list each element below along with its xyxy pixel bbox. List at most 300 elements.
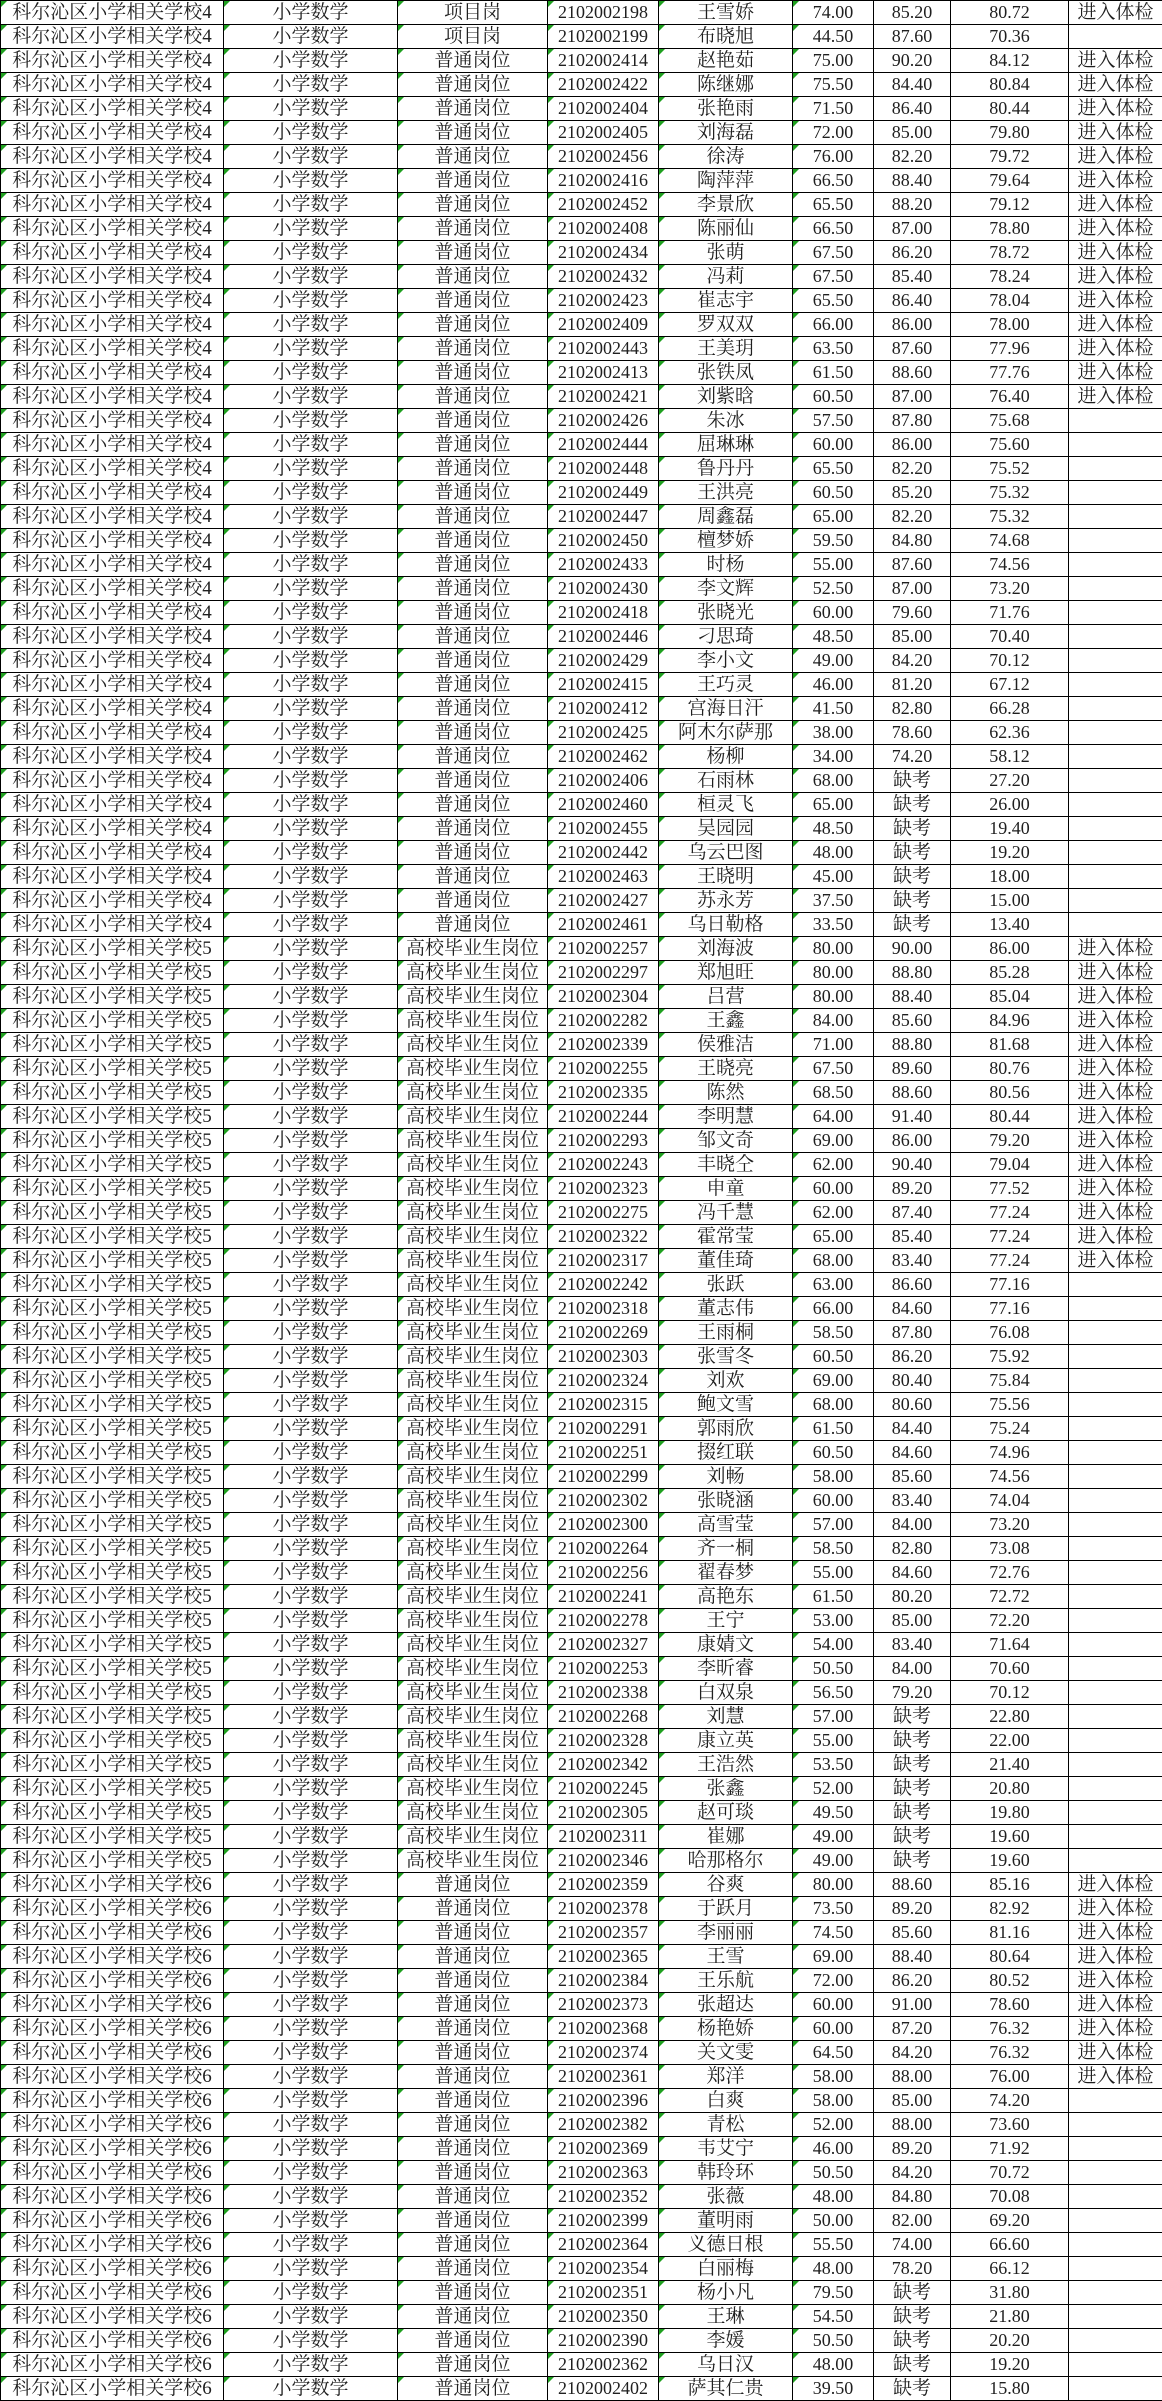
cell-candidate_id[interactable] xyxy=(548,1,659,25)
cell-result[interactable] xyxy=(1069,1057,1162,1081)
cell-position[interactable] xyxy=(398,25,548,49)
cell-school[interactable] xyxy=(1,313,224,337)
cell-school[interactable] xyxy=(1,1801,224,1825)
cell-subject[interactable] xyxy=(224,2089,398,2113)
cell-result[interactable] xyxy=(1069,337,1162,361)
cell-candidate_id[interactable] xyxy=(548,145,659,169)
cell-total_score[interactable] xyxy=(951,289,1069,313)
cell-position[interactable] xyxy=(398,673,548,697)
cell-position[interactable] xyxy=(398,817,548,841)
cell-interview_score[interactable] xyxy=(874,625,951,649)
cell-position[interactable] xyxy=(398,1801,548,1825)
cell-written_score[interactable] xyxy=(793,289,874,313)
cell-subject[interactable] xyxy=(224,2377,398,2401)
cell-candidate_id[interactable] xyxy=(548,337,659,361)
cell-position[interactable] xyxy=(398,1441,548,1465)
cell-school[interactable] xyxy=(1,1585,224,1609)
cell-result[interactable] xyxy=(1069,1561,1162,1585)
cell-position[interactable] xyxy=(398,97,548,121)
cell-result[interactable] xyxy=(1069,1705,1162,1729)
cell-candidate_id[interactable] xyxy=(548,1057,659,1081)
cell-subject[interactable] xyxy=(224,2353,398,2377)
cell-name[interactable] xyxy=(659,961,793,985)
cell-school[interactable] xyxy=(1,193,224,217)
cell-candidate_id[interactable] xyxy=(548,721,659,745)
cell-written_score[interactable] xyxy=(793,1945,874,1969)
cell-candidate_id[interactable] xyxy=(548,289,659,313)
cell-interview_score[interactable] xyxy=(874,1033,951,1057)
cell-result[interactable] xyxy=(1069,1201,1162,1225)
cell-position[interactable] xyxy=(398,1129,548,1153)
cell-school[interactable] xyxy=(1,1537,224,1561)
cell-subject[interactable] xyxy=(224,1513,398,1537)
cell-interview_score[interactable] xyxy=(874,1705,951,1729)
cell-name[interactable] xyxy=(659,1993,793,2017)
cell-result[interactable] xyxy=(1069,2377,1162,2401)
cell-name[interactable] xyxy=(659,1729,793,1753)
cell-total_score[interactable] xyxy=(951,889,1069,913)
cell-interview_score[interactable] xyxy=(874,1273,951,1297)
cell-subject[interactable] xyxy=(224,73,398,97)
cell-position[interactable] xyxy=(398,2185,548,2209)
cell-total_score[interactable] xyxy=(951,193,1069,217)
cell-candidate_id[interactable] xyxy=(548,313,659,337)
cell-interview_score[interactable] xyxy=(874,25,951,49)
cell-result[interactable] xyxy=(1069,1969,1162,1993)
cell-position[interactable] xyxy=(398,2089,548,2113)
cell-interview_score[interactable] xyxy=(874,289,951,313)
cell-position[interactable] xyxy=(398,1657,548,1681)
cell-total_score[interactable] xyxy=(951,577,1069,601)
cell-total_score[interactable] xyxy=(951,313,1069,337)
cell-subject[interactable] xyxy=(224,2233,398,2257)
cell-total_score[interactable] xyxy=(951,817,1069,841)
cell-result[interactable] xyxy=(1069,2113,1162,2137)
cell-result[interactable] xyxy=(1069,961,1162,985)
cell-subject[interactable] xyxy=(224,961,398,985)
cell-candidate_id[interactable] xyxy=(548,1729,659,1753)
cell-candidate_id[interactable] xyxy=(548,1105,659,1129)
cell-result[interactable] xyxy=(1069,697,1162,721)
cell-interview_score[interactable] xyxy=(874,1897,951,1921)
cell-candidate_id[interactable] xyxy=(548,1873,659,1897)
cell-total_score[interactable] xyxy=(951,1753,1069,1777)
cell-school[interactable] xyxy=(1,1393,224,1417)
cell-interview_score[interactable] xyxy=(874,1393,951,1417)
cell-school[interactable] xyxy=(1,1201,224,1225)
cell-name[interactable] xyxy=(659,865,793,889)
cell-written_score[interactable] xyxy=(793,553,874,577)
cell-total_score[interactable] xyxy=(951,1465,1069,1489)
cell-name[interactable] xyxy=(659,1801,793,1825)
cell-result[interactable] xyxy=(1069,145,1162,169)
cell-result[interactable] xyxy=(1069,745,1162,769)
cell-name[interactable] xyxy=(659,2137,793,2161)
cell-subject[interactable] xyxy=(224,1321,398,1345)
cell-school[interactable] xyxy=(1,481,224,505)
cell-written_score[interactable] xyxy=(793,1105,874,1129)
cell-subject[interactable] xyxy=(224,241,398,265)
cell-result[interactable] xyxy=(1069,2065,1162,2089)
cell-total_score[interactable] xyxy=(951,745,1069,769)
cell-result[interactable] xyxy=(1069,2161,1162,2185)
cell-interview_score[interactable] xyxy=(874,1561,951,1585)
cell-subject[interactable] xyxy=(224,553,398,577)
cell-result[interactable] xyxy=(1069,1393,1162,1417)
cell-candidate_id[interactable] xyxy=(548,649,659,673)
cell-position[interactable] xyxy=(398,1177,548,1201)
cell-subject[interactable] xyxy=(224,1585,398,1609)
cell-written_score[interactable] xyxy=(793,649,874,673)
cell-name[interactable] xyxy=(659,2041,793,2065)
cell-total_score[interactable] xyxy=(951,1801,1069,1825)
cell-school[interactable] xyxy=(1,2017,224,2041)
cell-interview_score[interactable] xyxy=(874,2233,951,2257)
cell-written_score[interactable] xyxy=(793,121,874,145)
cell-position[interactable] xyxy=(398,529,548,553)
cell-subject[interactable] xyxy=(224,25,398,49)
cell-interview_score[interactable] xyxy=(874,505,951,529)
cell-subject[interactable] xyxy=(224,745,398,769)
cell-written_score[interactable] xyxy=(793,1873,874,1897)
cell-position[interactable] xyxy=(398,1561,548,1585)
cell-candidate_id[interactable] xyxy=(548,241,659,265)
cell-written_score[interactable] xyxy=(793,385,874,409)
cell-name[interactable] xyxy=(659,601,793,625)
cell-name[interactable] xyxy=(659,1921,793,1945)
cell-name[interactable] xyxy=(659,1561,793,1585)
cell-written_score[interactable] xyxy=(793,769,874,793)
cell-written_score[interactable] xyxy=(793,265,874,289)
cell-candidate_id[interactable] xyxy=(548,1129,659,1153)
cell-candidate_id[interactable] xyxy=(548,409,659,433)
cell-total_score[interactable] xyxy=(951,97,1069,121)
cell-interview_score[interactable] xyxy=(874,1969,951,1993)
cell-candidate_id[interactable] xyxy=(548,1777,659,1801)
cell-subject[interactable] xyxy=(224,2065,398,2089)
cell-candidate_id[interactable] xyxy=(548,1921,659,1945)
cell-school[interactable] xyxy=(1,2113,224,2137)
cell-result[interactable] xyxy=(1069,889,1162,913)
cell-written_score[interactable] xyxy=(793,217,874,241)
cell-name[interactable] xyxy=(659,793,793,817)
cell-result[interactable] xyxy=(1069,97,1162,121)
cell-result[interactable] xyxy=(1069,49,1162,73)
cell-result[interactable] xyxy=(1069,385,1162,409)
cell-interview_score[interactable] xyxy=(874,169,951,193)
cell-total_score[interactable] xyxy=(951,1681,1069,1705)
cell-position[interactable] xyxy=(398,409,548,433)
cell-total_score[interactable] xyxy=(951,1153,1069,1177)
cell-name[interactable] xyxy=(659,985,793,1009)
cell-name[interactable] xyxy=(659,1153,793,1177)
cell-total_score[interactable] xyxy=(951,1081,1069,1105)
cell-written_score[interactable] xyxy=(793,313,874,337)
cell-result[interactable] xyxy=(1069,1,1162,25)
cell-name[interactable] xyxy=(659,649,793,673)
cell-name[interactable] xyxy=(659,1945,793,1969)
cell-written_score[interactable] xyxy=(793,1657,874,1681)
cell-written_score[interactable] xyxy=(793,1993,874,2017)
cell-result[interactable] xyxy=(1069,1465,1162,1489)
cell-result[interactable] xyxy=(1069,193,1162,217)
cell-subject[interactable] xyxy=(224,793,398,817)
cell-school[interactable] xyxy=(1,1129,224,1153)
cell-subject[interactable] xyxy=(224,1249,398,1273)
cell-candidate_id[interactable] xyxy=(548,1753,659,1777)
cell-school[interactable] xyxy=(1,1633,224,1657)
cell-interview_score[interactable] xyxy=(874,2137,951,2161)
cell-school[interactable] xyxy=(1,433,224,457)
cell-result[interactable] xyxy=(1069,1273,1162,1297)
cell-name[interactable] xyxy=(659,2089,793,2113)
cell-candidate_id[interactable] xyxy=(548,1993,659,2017)
cell-written_score[interactable] xyxy=(793,2017,874,2041)
cell-total_score[interactable] xyxy=(951,2377,1069,2401)
cell-candidate_id[interactable] xyxy=(548,1489,659,1513)
cell-interview_score[interactable] xyxy=(874,1177,951,1201)
cell-interview_score[interactable] xyxy=(874,1225,951,1249)
cell-interview_score[interactable] xyxy=(874,1489,951,1513)
cell-name[interactable] xyxy=(659,2185,793,2209)
cell-school[interactable] xyxy=(1,601,224,625)
cell-written_score[interactable] xyxy=(793,1537,874,1561)
cell-name[interactable] xyxy=(659,1873,793,1897)
cell-interview_score[interactable] xyxy=(874,217,951,241)
cell-result[interactable] xyxy=(1069,1105,1162,1129)
cell-total_score[interactable] xyxy=(951,2113,1069,2137)
cell-total_score[interactable] xyxy=(951,1513,1069,1537)
cell-interview_score[interactable] xyxy=(874,433,951,457)
cell-interview_score[interactable] xyxy=(874,841,951,865)
cell-interview_score[interactable] xyxy=(874,529,951,553)
cell-written_score[interactable] xyxy=(793,1249,874,1273)
cell-school[interactable] xyxy=(1,1105,224,1129)
cell-school[interactable] xyxy=(1,1729,224,1753)
cell-subject[interactable] xyxy=(224,841,398,865)
cell-total_score[interactable] xyxy=(951,2161,1069,2185)
cell-total_score[interactable] xyxy=(951,1921,1069,1945)
cell-total_score[interactable] xyxy=(951,1849,1069,1873)
cell-result[interactable] xyxy=(1069,433,1162,457)
cell-subject[interactable] xyxy=(224,1297,398,1321)
cell-school[interactable] xyxy=(1,457,224,481)
cell-total_score[interactable] xyxy=(951,1705,1069,1729)
cell-result[interactable] xyxy=(1069,2089,1162,2113)
cell-position[interactable] xyxy=(398,385,548,409)
cell-school[interactable] xyxy=(1,2257,224,2281)
cell-written_score[interactable] xyxy=(793,2257,874,2281)
cell-school[interactable] xyxy=(1,889,224,913)
cell-interview_score[interactable] xyxy=(874,337,951,361)
cell-total_score[interactable] xyxy=(951,433,1069,457)
cell-candidate_id[interactable] xyxy=(548,1249,659,1273)
cell-position[interactable] xyxy=(398,769,548,793)
cell-candidate_id[interactable] xyxy=(548,985,659,1009)
cell-written_score[interactable] xyxy=(793,25,874,49)
cell-written_score[interactable] xyxy=(793,1057,874,1081)
cell-written_score[interactable] xyxy=(793,1465,874,1489)
cell-subject[interactable] xyxy=(224,2209,398,2233)
cell-position[interactable] xyxy=(398,913,548,937)
cell-school[interactable] xyxy=(1,25,224,49)
cell-result[interactable] xyxy=(1069,1993,1162,2017)
cell-position[interactable] xyxy=(398,1609,548,1633)
cell-school[interactable] xyxy=(1,97,224,121)
cell-total_score[interactable] xyxy=(951,2137,1069,2161)
cell-name[interactable] xyxy=(659,697,793,721)
cell-subject[interactable] xyxy=(224,505,398,529)
cell-candidate_id[interactable] xyxy=(548,1969,659,1993)
cell-subject[interactable] xyxy=(224,313,398,337)
cell-written_score[interactable] xyxy=(793,1081,874,1105)
cell-written_score[interactable] xyxy=(793,2089,874,2113)
cell-position[interactable] xyxy=(398,2113,548,2137)
cell-school[interactable] xyxy=(1,361,224,385)
cell-position[interactable] xyxy=(398,217,548,241)
cell-result[interactable] xyxy=(1069,2185,1162,2209)
cell-candidate_id[interactable] xyxy=(548,1537,659,1561)
cell-total_score[interactable] xyxy=(951,1393,1069,1417)
cell-school[interactable] xyxy=(1,2209,224,2233)
cell-position[interactable] xyxy=(398,1297,548,1321)
cell-candidate_id[interactable] xyxy=(548,217,659,241)
cell-interview_score[interactable] xyxy=(874,2185,951,2209)
cell-result[interactable] xyxy=(1069,1177,1162,1201)
cell-position[interactable] xyxy=(398,1969,548,1993)
cell-school[interactable] xyxy=(1,529,224,553)
cell-interview_score[interactable] xyxy=(874,913,951,937)
cell-result[interactable] xyxy=(1069,2017,1162,2041)
cell-school[interactable] xyxy=(1,1225,224,1249)
cell-interview_score[interactable] xyxy=(874,1129,951,1153)
cell-subject[interactable] xyxy=(224,433,398,457)
cell-position[interactable] xyxy=(398,721,548,745)
cell-name[interactable] xyxy=(659,1777,793,1801)
cell-school[interactable] xyxy=(1,1921,224,1945)
cell-result[interactable] xyxy=(1069,1633,1162,1657)
cell-total_score[interactable] xyxy=(951,673,1069,697)
cell-position[interactable] xyxy=(398,337,548,361)
cell-total_score[interactable] xyxy=(951,985,1069,1009)
cell-candidate_id[interactable] xyxy=(548,889,659,913)
cell-position[interactable] xyxy=(398,985,548,1009)
cell-total_score[interactable] xyxy=(951,1441,1069,1465)
cell-subject[interactable] xyxy=(224,145,398,169)
cell-candidate_id[interactable] xyxy=(548,1201,659,1225)
cell-interview_score[interactable] xyxy=(874,2065,951,2089)
cell-written_score[interactable] xyxy=(793,1177,874,1201)
cell-result[interactable] xyxy=(1069,1297,1162,1321)
cell-subject[interactable] xyxy=(224,601,398,625)
cell-candidate_id[interactable] xyxy=(548,601,659,625)
cell-subject[interactable] xyxy=(224,1729,398,1753)
cell-subject[interactable] xyxy=(224,1705,398,1729)
cell-total_score[interactable] xyxy=(951,1777,1069,1801)
cell-interview_score[interactable] xyxy=(874,649,951,673)
cell-total_score[interactable] xyxy=(951,505,1069,529)
cell-written_score[interactable] xyxy=(793,433,874,457)
cell-position[interactable] xyxy=(398,361,548,385)
cell-name[interactable] xyxy=(659,1825,793,1849)
cell-interview_score[interactable] xyxy=(874,385,951,409)
cell-subject[interactable] xyxy=(224,1153,398,1177)
cell-name[interactable] xyxy=(659,769,793,793)
cell-name[interactable] xyxy=(659,145,793,169)
cell-total_score[interactable] xyxy=(951,2353,1069,2377)
cell-name[interactable] xyxy=(659,1009,793,1033)
cell-result[interactable] xyxy=(1069,601,1162,625)
cell-position[interactable] xyxy=(398,2377,548,2401)
cell-result[interactable] xyxy=(1069,817,1162,841)
cell-interview_score[interactable] xyxy=(874,1057,951,1081)
cell-subject[interactable] xyxy=(224,1489,398,1513)
cell-total_score[interactable] xyxy=(951,169,1069,193)
cell-name[interactable] xyxy=(659,1849,793,1873)
cell-name[interactable] xyxy=(659,313,793,337)
cell-total_score[interactable] xyxy=(951,1561,1069,1585)
cell-result[interactable] xyxy=(1069,2209,1162,2233)
cell-subject[interactable] xyxy=(224,1849,398,1873)
cell-candidate_id[interactable] xyxy=(548,2185,659,2209)
cell-candidate_id[interactable] xyxy=(548,25,659,49)
cell-school[interactable] xyxy=(1,841,224,865)
cell-name[interactable] xyxy=(659,337,793,361)
cell-result[interactable] xyxy=(1069,313,1162,337)
cell-total_score[interactable] xyxy=(951,1729,1069,1753)
cell-candidate_id[interactable] xyxy=(548,2113,659,2137)
cell-name[interactable] xyxy=(659,1633,793,1657)
cell-position[interactable] xyxy=(398,1153,548,1177)
cell-position[interactable] xyxy=(398,1225,548,1249)
cell-candidate_id[interactable] xyxy=(548,1705,659,1729)
cell-position[interactable] xyxy=(398,265,548,289)
cell-candidate_id[interactable] xyxy=(548,553,659,577)
cell-interview_score[interactable] xyxy=(874,1441,951,1465)
cell-name[interactable] xyxy=(659,673,793,697)
cell-candidate_id[interactable] xyxy=(548,1225,659,1249)
cell-subject[interactable] xyxy=(224,1129,398,1153)
cell-name[interactable] xyxy=(659,1,793,25)
cell-candidate_id[interactable] xyxy=(548,2305,659,2329)
cell-result[interactable] xyxy=(1069,121,1162,145)
cell-interview_score[interactable] xyxy=(874,889,951,913)
cell-subject[interactable] xyxy=(224,1633,398,1657)
cell-total_score[interactable] xyxy=(951,1609,1069,1633)
cell-school[interactable] xyxy=(1,2065,224,2089)
cell-total_score[interactable] xyxy=(951,553,1069,577)
cell-subject[interactable] xyxy=(224,625,398,649)
cell-total_score[interactable] xyxy=(951,1129,1069,1153)
cell-written_score[interactable] xyxy=(793,1441,874,1465)
cell-subject[interactable] xyxy=(224,121,398,145)
cell-result[interactable] xyxy=(1069,2233,1162,2257)
cell-total_score[interactable] xyxy=(951,1825,1069,1849)
cell-result[interactable] xyxy=(1069,1417,1162,1441)
cell-total_score[interactable] xyxy=(951,793,1069,817)
cell-candidate_id[interactable] xyxy=(548,505,659,529)
cell-position[interactable] xyxy=(398,289,548,313)
cell-subject[interactable] xyxy=(224,1873,398,1897)
cell-school[interactable] xyxy=(1,217,224,241)
cell-subject[interactable] xyxy=(224,2161,398,2185)
cell-candidate_id[interactable] xyxy=(548,2257,659,2281)
cell-school[interactable] xyxy=(1,697,224,721)
cell-interview_score[interactable] xyxy=(874,745,951,769)
cell-position[interactable] xyxy=(398,1393,548,1417)
cell-position[interactable] xyxy=(398,2209,548,2233)
cell-position[interactable] xyxy=(398,1369,548,1393)
